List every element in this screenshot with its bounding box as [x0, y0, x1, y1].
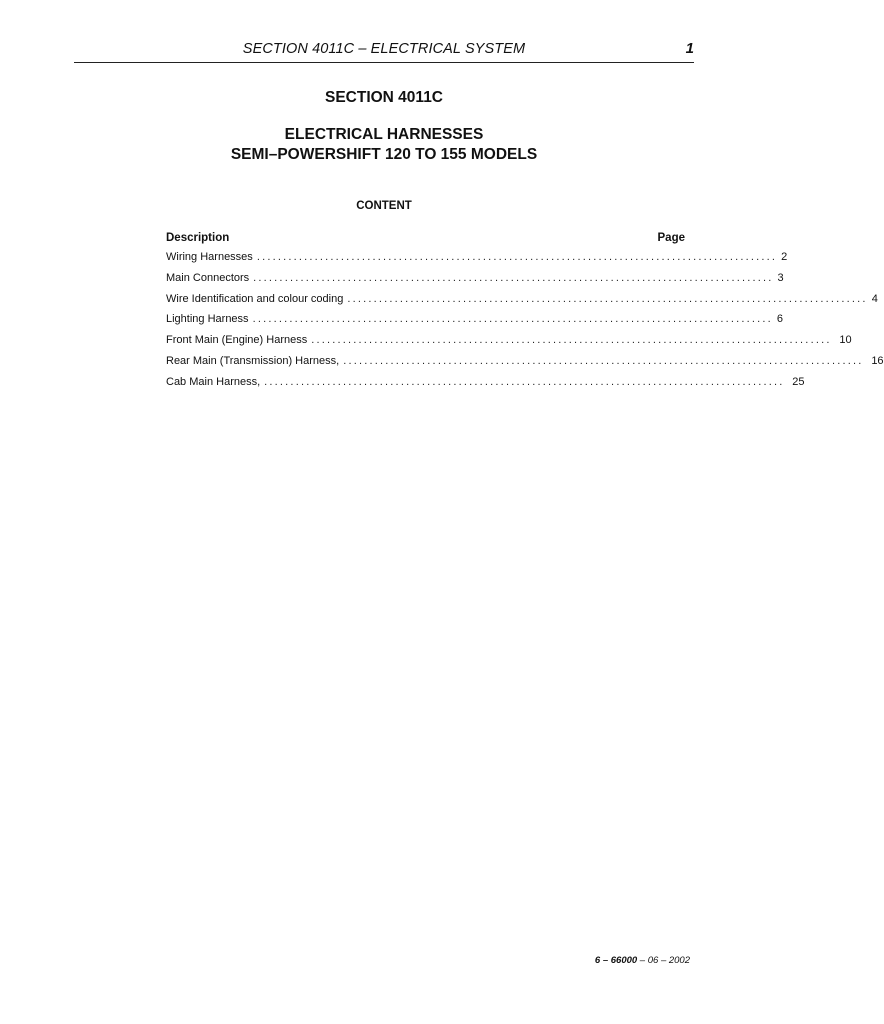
toc-entry-label: Front Main (Engine) Harness [166, 334, 308, 347]
toc-description-header: Description [166, 232, 230, 244]
table-of-contents [166, 232, 884, 397]
toc-leader-dots: ................................................................................................... [252, 313, 773, 326]
toc-entry-page: 25 [792, 375, 805, 388]
toc-entry-page: 10 [839, 334, 852, 347]
toc-leader-dots: ................................................................................................... [264, 375, 785, 388]
header-page-number: 1 [685, 40, 694, 57]
section-title: SECTION 4011C [324, 89, 444, 106]
toc-leader-dots: ................................................................................................... [311, 334, 832, 347]
toc-entry[interactable] [166, 375, 805, 397]
toc-entry-label: Wire Identification and colour coding [166, 292, 344, 305]
toc-entry[interactable] [166, 271, 784, 293]
toc-entry-page: 3 [777, 271, 784, 284]
page-footer [595, 955, 690, 966]
toc-entry-label: Wiring Harnesses [166, 251, 253, 263]
toc-entry[interactable] [166, 292, 878, 314]
content-heading: CONTENT [356, 200, 412, 212]
toc-leader-dots: ................................................................................................... [347, 292, 868, 305]
toc-entry-page: 4 [871, 292, 878, 305]
toc-entry-page: 6 [776, 313, 784, 326]
toc-leader-dots: ................................................................................................... [253, 271, 774, 284]
footer-document-code: 6 – 66000 [594, 955, 638, 966]
toc-entry[interactable] [166, 354, 884, 376]
toc-leader-dots: ................................................................................................... [343, 354, 864, 367]
toc-leader-dots: ................................................................................................... [256, 251, 778, 263]
toc-entry[interactable] [166, 334, 852, 355]
toc-entry[interactable] [166, 251, 788, 272]
header-title: SECTION 4011C – ELECTRICAL SYSTEM [242, 41, 526, 57]
toc-entry-label: Cab Main Harness, [166, 375, 261, 388]
toc-entry-label: Lighting Harness [166, 313, 249, 326]
toc-entry-label: Rear Main (Transmission) Harness, [166, 354, 340, 367]
toc-page-header: Page [657, 232, 685, 244]
subtitle-line-1: ELECTRICAL HARNESSES [284, 126, 484, 143]
footer-date: – 06 – 2002 [637, 955, 690, 966]
toc-header [166, 232, 685, 251]
toc-entry[interactable] [166, 313, 784, 334]
toc-entry-page: 2 [781, 251, 788, 263]
subtitle-line-2: SEMI–POWERSHIFT 120 TO 155 MODELS [230, 146, 538, 163]
toc-entry-label: Main Connectors [166, 271, 250, 284]
page-header [74, 40, 694, 63]
toc-entry-page: 16 [871, 354, 884, 367]
